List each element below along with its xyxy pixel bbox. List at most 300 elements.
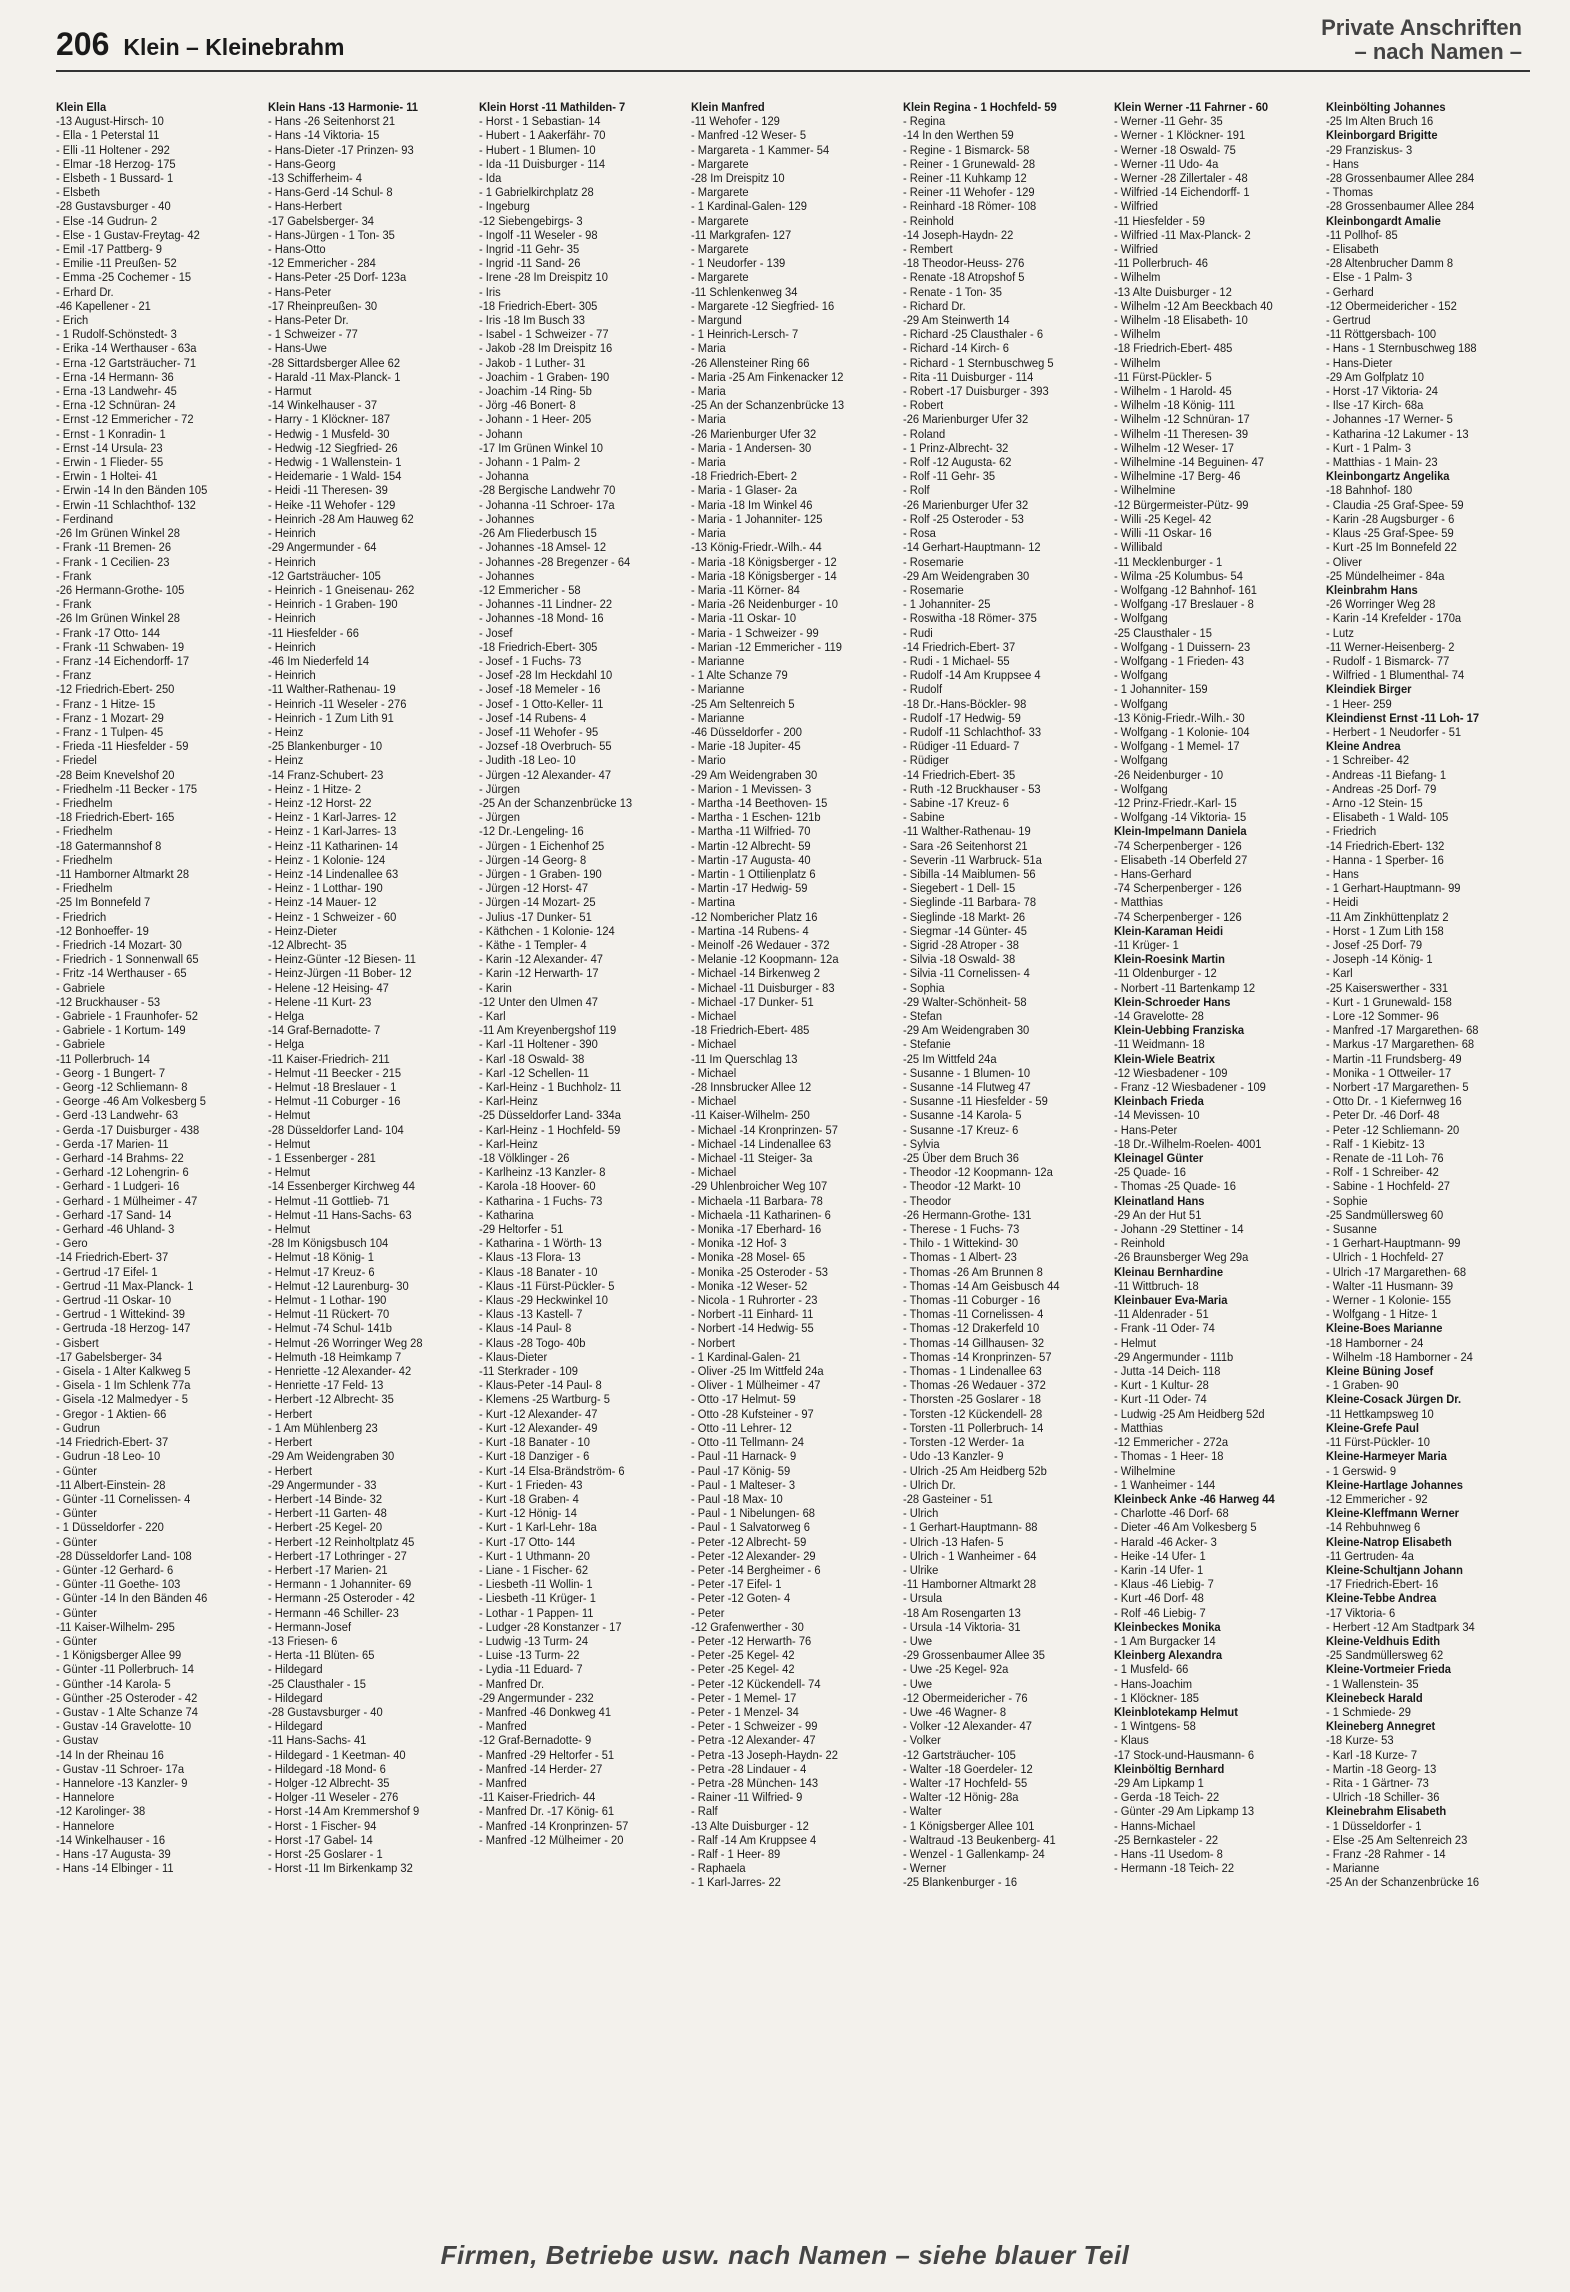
list-item: -29 Am Weidengraben 30 <box>267 1449 394 1464</box>
list-item: - Klaus -11 Fürst-Pückler- 5 <box>479 1278 615 1293</box>
list-item: - Matthias <box>1114 895 1164 910</box>
list-item: - 1 Johanniter- 159 <box>1114 682 1208 697</box>
list-item: - Martina -14 Rubens- 4 <box>690 923 809 938</box>
column-3 <box>479 100 659 2205</box>
list-item: - Elsbeth - 1 Bussard- 1 <box>56 171 174 186</box>
list-item: -11 Röttgersbach- 100 <box>1325 327 1437 342</box>
list-item: -12 Wiesbadener - 109 <box>1114 1065 1228 1080</box>
list-item: - Peter -12 Albrecht- 59 <box>690 1534 807 1549</box>
list-item: - Claudia -25 Graf-Spee- 59 <box>1325 497 1464 512</box>
list-item: -17 Gabelsberger- 34 <box>267 213 374 228</box>
list-item: - Elisabeth -14 Oberfeld 27 <box>1114 852 1248 867</box>
list-item: - Helmut -12 Laurenburg- 30 <box>267 1278 409 1293</box>
list-item: - Peter -12 Goten- 4 <box>690 1591 791 1606</box>
list-item: -11 Im Querschlag 13 <box>690 1051 798 1066</box>
list-item: - Heinz -14 Lindenallee 63 <box>267 866 398 881</box>
list-item: -12 Grafenwerther - 30 <box>690 1619 804 1634</box>
list-item: - Hildegard <box>267 1690 323 1705</box>
list-item: - Werner <box>902 1861 946 1876</box>
list-item: - Herbert <box>267 1435 312 1450</box>
list-item: - Joachim -14 Ring- 5b <box>479 384 593 399</box>
list-item: Kleineberg Annegret <box>1325 1719 1436 1734</box>
list-item: - Helmut -74 Schul- 141b <box>267 1321 392 1336</box>
list-item: -26 Hermann-Grothe- 105 <box>56 582 185 597</box>
list-item: - Erna -12 Schnüran- 24 <box>56 398 176 413</box>
list-item: - Gertruda -18 Herzog- 147 <box>56 1321 191 1336</box>
list-item: - Wilhelmine -14 Beguinen- 47 <box>1114 455 1265 470</box>
list-item: - Michael -11 Steiger- 3a <box>690 1151 813 1166</box>
list-item: - Wolfgang - 1 Frieden- 43 <box>1114 653 1245 668</box>
list-item: - Waltraud -13 Beukenberg- 41 <box>902 1832 1056 1847</box>
list-item: - Lutz <box>1325 625 1354 640</box>
list-item: - Manfred <box>479 1719 528 1734</box>
list-item: - Kurt - 1 Frieden- 43 <box>479 1477 583 1492</box>
list-item: - Hannelore -13 Kanzler- 9 <box>56 1775 188 1790</box>
list-item: - Wilfried -11 Max-Planck- 2 <box>1114 227 1252 242</box>
list-item: - Helmut <box>267 1136 310 1151</box>
list-item: - Wilhelm - 1 Harold- 45 <box>1114 384 1233 399</box>
list-item: - Georg -12 Schliemann- 8 <box>56 1080 188 1095</box>
list-item: - Michael <box>690 1065 737 1080</box>
list-item: - Klaus -29 Heckwinkel 10 <box>479 1293 609 1308</box>
list-item: - Uwe <box>902 1633 932 1648</box>
list-item: - Sabine <box>902 810 945 825</box>
list-item: - Martin - 1 Ottilienplatz 6 <box>690 866 816 881</box>
list-item: - Peter <box>690 1605 725 1620</box>
list-item: - 1 Heer- 259 <box>1325 696 1392 711</box>
list-item: - Jürgen -14 Georg- 8 <box>479 852 587 867</box>
list-item: - Günter <box>56 1534 97 1549</box>
list-item: - Maria <box>690 384 726 399</box>
list-item: - 1 Alte Schanze 79 <box>690 668 788 683</box>
list-item: - Hannelore <box>56 1790 115 1805</box>
list-item: -12 Karolinger- 38 <box>56 1804 146 1819</box>
list-item: - Günther -14 Karola- 5 <box>56 1676 171 1691</box>
list-item: -74 Scherpenberger - 126 <box>1114 838 1242 853</box>
list-item: - Thomas -11 Coburger - 16 <box>902 1293 1040 1308</box>
list-item: - Herta -11 Blüten- 65 <box>267 1648 375 1663</box>
list-item: - Kurt -18 Danziger - 6 <box>479 1449 590 1464</box>
list-item: - Gerhard -17 Sand- 14 <box>56 1207 172 1222</box>
list-item: - Heinz - 1 Kolonie- 124 <box>267 852 385 867</box>
list-item: - Margarete <box>690 213 749 228</box>
list-item: - Erika -14 Werthauser - 63a <box>56 341 197 356</box>
list-item: - Harald -46 Acker- 3 <box>1114 1534 1218 1549</box>
list-item: - Kurt -18 Graben- 4 <box>479 1491 580 1506</box>
list-item: - Hans-Peter <box>267 284 331 299</box>
list-item: - Rüdiger <box>902 753 949 768</box>
list-item: - Kurt -25 Im Bonnefeld 22 <box>1325 540 1457 555</box>
list-item: - Thomas -25 Quade- 16 <box>1114 1179 1237 1194</box>
section-title-line-1: Private Anschriften <box>1321 15 1522 40</box>
list-item: - Helmut -11 Rückert- 70 <box>267 1307 389 1322</box>
list-item: -26 Allensteiner Ring 66 <box>690 355 810 370</box>
list-item: - Helmut <box>267 1165 310 1180</box>
list-item: -26 Worringer Weg 28 <box>1325 597 1436 612</box>
list-item: - Heinrich <box>267 639 316 654</box>
list-item: -29 Angermunder - 64 <box>267 540 377 555</box>
list-item: -17 Gabelsberger- 34 <box>56 1349 163 1364</box>
list-item: -11 Schlenkenweg 34 <box>690 284 798 299</box>
list-item: -29 An der Hut 51 <box>1114 1207 1202 1222</box>
list-item: - Richard Dr. <box>902 298 966 313</box>
list-item: - Peter - 1 Schweizer - 99 <box>690 1719 818 1734</box>
list-item: - Else -25 Am Seltenreich 23 <box>1325 1832 1468 1847</box>
list-item: -13 Friesen- 6 <box>267 1633 338 1648</box>
list-item: - 1 Gerswid- 9 <box>1325 1463 1396 1478</box>
list-item: -11 Oldenburger - 12 <box>1114 966 1217 981</box>
list-item: - Franz -14 Eichendorff- 17 <box>56 653 190 668</box>
list-item: - Kurt -18 Banater - 10 <box>479 1435 591 1450</box>
list-item: - Ralf -14 Am Kruppsee 4 <box>690 1832 817 1847</box>
list-item: - Susanne -11 Hiesfelder - 59 <box>902 1094 1048 1109</box>
list-item: - Manfred -14 Herder- 27 <box>479 1761 603 1776</box>
list-item: - Gabriele <box>56 1037 105 1052</box>
list-item: Kleinbongartz Angelika <box>1325 469 1450 484</box>
list-item: - Richard -25 Clausthaler - 6 <box>902 327 1043 342</box>
list-item: -11 Hamborner Altmarkt 28 <box>902 1577 1036 1592</box>
list-item: - Hans-Gerd -14 Schul- 8 <box>267 185 393 200</box>
list-item: - Heinz <box>267 753 303 768</box>
list-item: - Reinhard -18 Römer- 108 <box>902 199 1036 214</box>
list-item: - Günter -14 In den Bänden 46 <box>56 1591 208 1606</box>
list-item: - Rolf <box>902 483 930 498</box>
list-item: - 1 Klöckner- 185 <box>1114 1690 1200 1705</box>
list-item: - Martha -11 Wilfried- 70 <box>690 824 811 839</box>
list-item: - Rudolf -17 Hedwig- 59 <box>902 710 1021 725</box>
list-item: - Gisbert <box>56 1335 99 1350</box>
list-item: -25 Blankenburger - 10 <box>267 739 382 754</box>
list-item: - Arno -12 Stein- 15 <box>1325 795 1423 810</box>
list-item: -18 Friedrich-Ebert- 485 <box>690 1023 810 1038</box>
list-item: - Hans <box>1325 866 1359 881</box>
list-item: - Ralf - 1 Kiebitz- 13 <box>1325 1136 1425 1151</box>
list-item: - Margarete <box>690 242 749 257</box>
list-item: - Heinrich -11 Weseler - 276 <box>267 696 407 711</box>
list-item: - 1 Rudolf-Schönstedt- 3 <box>56 327 177 342</box>
list-item: - Severin -11 Warbruck- 51a <box>902 852 1042 867</box>
list-item: - Herbert -14 Binde- 32 <box>267 1491 382 1506</box>
list-item: - Josef -25 Dorf- 79 <box>1325 937 1423 952</box>
list-item: - Ilse -17 Kirch- 68a <box>1325 398 1424 413</box>
list-item: -12 Bonhoeffer- 19 <box>56 923 149 938</box>
list-item: -28 Altenbrucher Damm 8 <box>1325 256 1454 271</box>
list-item: - Thomas -12 Drakerfeld 10 <box>902 1321 1039 1336</box>
list-item: - Elisabeth - 1 Wald- 105 <box>1325 810 1449 825</box>
list-item: -25 Über dem Bruch 36 <box>902 1151 1019 1166</box>
list-item: - Sylvia <box>902 1136 940 1151</box>
list-item: - Ludger -28 Konstanzer - 17 <box>479 1619 622 1634</box>
list-item: -11 Fürst-Pückler- 10 <box>1325 1435 1430 1450</box>
list-item: - Frank <box>56 597 92 612</box>
list-item: -12 Emmericher - 272a <box>1114 1435 1229 1450</box>
list-item: - Matthias <box>1114 1420 1164 1435</box>
list-item: - Theodor <box>902 1193 951 1208</box>
list-item: - Wilhelm -12 Schnüran- 17 <box>1114 412 1251 427</box>
list-item: -12 Dr.-Lengeling- 16 <box>479 824 585 839</box>
list-item: - Wolfgang <box>1114 668 1169 683</box>
list-item: - Kurt - 1 Grunewald- 158 <box>1325 994 1452 1009</box>
list-item: -28 Gustavsburger - 40 <box>56 199 171 214</box>
list-item: - Klaus -18 Banater - 10 <box>479 1264 598 1279</box>
list-item: - Helmut -11 Hans-Sachs- 63 <box>267 1207 412 1222</box>
list-item: - Roswitha -18 Römer- 375 <box>902 611 1037 626</box>
list-item: - Peter -12 Herwarth- 76 <box>690 1633 812 1648</box>
list-item: - Emil -17 Pattberg- 9 <box>56 242 162 257</box>
list-item: - Heinrich <box>267 611 316 626</box>
list-item: - Hans - 1 Sternbuschweg 188 <box>1325 341 1477 356</box>
list-item: - 1 Graben- 90 <box>1325 1378 1399 1393</box>
list-item: - Gregor - 1 Aktien- 66 <box>56 1406 167 1421</box>
list-item: - 1 Schreiber- 42 <box>1325 753 1410 768</box>
list-item: -29 Uhlenbroicher Weg 107 <box>690 1179 828 1194</box>
list-item: - Hans-Uwe <box>267 341 327 356</box>
list-item: - Elmar -18 Herzog- 175 <box>56 156 176 171</box>
list-item: - Martin -17 Augusta- 40 <box>690 852 811 867</box>
list-item: - Klaus -14 Paul- 8 <box>479 1321 572 1336</box>
list-item: - Rita - 1 Gärtner- 73 <box>1325 1775 1429 1790</box>
list-item: - Regina <box>902 114 945 129</box>
list-item: - Wilhelm -18 Elisabeth- 10 <box>1114 313 1249 328</box>
list-item: -29 Heltorfer - 51 <box>479 1222 564 1237</box>
list-item: - Sabine - 1 Hochfeld- 27 <box>1325 1179 1450 1194</box>
list-item: -14 Mevissen- 10 <box>1114 1108 1200 1123</box>
list-item: - Ulrich - 1 Wanheimer - 64 <box>902 1548 1037 1563</box>
list-item: - Werner - 1 Kolonie- 155 <box>1325 1293 1451 1308</box>
list-item: - Wilhelm <box>1114 327 1161 342</box>
list-item: -11 Kaiser-Wilhelm- 295 <box>56 1619 175 1634</box>
list-item: -11 Am Kreyenbergshof 119 <box>479 1023 617 1038</box>
list-item: - Norbert -11 Einhard- 11 <box>690 1307 814 1322</box>
list-item: Klein Werner -11 Fahrner - 60 <box>1114 100 1269 114</box>
list-item: - Heike -14 Ufer- 1 <box>1114 1548 1207 1563</box>
list-item: - Lydia -11 Eduard- 7 <box>479 1662 583 1677</box>
list-item: - Maria -18 Im Winkel 46 <box>690 497 813 512</box>
list-item: - Wilhelmine <box>1114 483 1176 498</box>
list-item: - Wilhelm -12 Weser- 17 <box>1114 440 1235 455</box>
list-item: - 1 Düsseldorfer - 1 <box>1325 1818 1422 1833</box>
list-item: - Frank -11 Oder- 74 <box>1114 1321 1216 1336</box>
list-item: - Hans-Peter Dr. <box>267 313 349 328</box>
list-item: - Manfred <box>479 1775 528 1790</box>
list-item: - Jürgen -12 Horst- 47 <box>479 881 589 896</box>
list-item: -12 Graf-Bernadotte- 9 <box>479 1733 592 1748</box>
list-item: - Sabine -17 Kreuz- 6 <box>902 795 1009 810</box>
list-item: -13 König-Friedr.-Wilh.- 44 <box>690 540 822 555</box>
list-item: -12 Unter den Ulmen 47 <box>479 994 599 1009</box>
list-item: - Maria <box>690 526 726 541</box>
column-1 <box>56 100 236 2205</box>
list-item: - Erna -12 Gartsträucher- 71 <box>56 355 197 370</box>
list-item: - Stefan <box>902 1009 942 1023</box>
list-item: - Heidemarie - 1 Wald- 154 <box>267 469 402 484</box>
list-item: -18 Kurze- 53 <box>1325 1733 1394 1748</box>
list-item: - Manfred -29 Heltorfer - 51 <box>479 1747 615 1762</box>
list-item: -11 Hamborner Altmarkt 28 <box>56 866 190 881</box>
list-item: - Erich <box>56 313 89 328</box>
list-item: - Horst - 1 Zum Lith 158 <box>1325 923 1444 938</box>
list-item: Kleinbauer Eva-Maria <box>1114 1293 1228 1308</box>
list-item: - Günter -11 Pollerbruch- 14 <box>56 1662 195 1677</box>
list-item: -25 Düsseldorfer Land- 334a <box>479 1108 622 1123</box>
list-item: Klein Regina - 1 Hochfeld- 59 <box>902 100 1057 114</box>
list-item: - Gertrud -17 Eifel- 1 <box>56 1264 158 1279</box>
list-item: - Friedhelm <box>56 852 113 867</box>
list-item: - Wolfgang - 1 Kolonie- 104 <box>1114 724 1250 739</box>
list-item: - Petra -28 München- 143 <box>690 1775 819 1790</box>
list-item: - Helmut -11 Gottlieb- 71 <box>267 1193 389 1208</box>
list-item: - Else - 1 Palm- 3 <box>1325 270 1413 285</box>
list-item: -18 Friedrich-Ebert- 305 <box>479 298 598 313</box>
list-item: - Norbert -14 Hedwig- 55 <box>690 1321 814 1336</box>
list-item: - Heinrich <box>267 526 316 541</box>
list-item: -25 Am Seltenreich 5 <box>690 696 795 711</box>
list-item: - Kurt -46 Dorf- 48 <box>1114 1591 1205 1606</box>
list-item: - Wolfgang - 1 Duissern- 23 <box>1114 639 1251 654</box>
list-item: - Reiner -11 Wehofer - 129 <box>902 185 1035 200</box>
list-item: - Gerda -17 Duisburger - 438 <box>56 1122 200 1137</box>
list-item: - Frank -11 Schwaben- 19 <box>56 639 185 654</box>
list-item: - Hedwig - 1 Musfeld- 30 <box>267 426 390 441</box>
list-item: - Sieglinde -18 Markt- 26 <box>902 909 1025 924</box>
list-item: Kleinborgard Brigitte <box>1325 128 1438 143</box>
list-item: - Wilhelmine -17 Berg- 46 <box>1114 469 1241 484</box>
list-item: - Karin -28 Augsburger - 6 <box>1325 511 1455 526</box>
list-item: - Klaus-Dieter <box>479 1349 548 1364</box>
list-item: Kleinatland Hans <box>1114 1193 1205 1208</box>
list-item: - Ernst -14 Ursula- 23 <box>56 440 163 455</box>
list-item: -11 Krüger- 1 <box>1114 937 1180 952</box>
list-item: - Walter <box>902 1804 942 1819</box>
list-item: - Reinhold <box>1114 1236 1166 1251</box>
list-item: -28 Düsseldorfer Land- 108 <box>56 1548 192 1563</box>
list-item: - Helmut - 1 Lothar- 190 <box>267 1293 387 1308</box>
list-item: - Gerhard - 1 Ludgeri- 16 <box>56 1179 180 1194</box>
list-item: -11 Fürst-Pückler- 5 <box>1114 369 1212 384</box>
list-item: - Kurt - 1 Palm- 3 <box>1325 440 1411 455</box>
list-item: - Wilfried - 1 Blumenthal- 74 <box>1325 668 1465 683</box>
list-item: - Horst -25 Goslarer - 1 <box>267 1846 383 1861</box>
list-item: - Andreas -25 Dorf- 79 <box>1325 781 1437 796</box>
list-item: -25 Sandmüllersweg 60 <box>1325 1207 1444 1222</box>
list-item: - Helene -11 Kurt- 23 <box>267 994 371 1009</box>
list-item: - Maria <box>690 412 726 427</box>
list-item: - Karl <box>479 1009 506 1023</box>
list-item: -25 Blankenburger - 16 <box>902 1875 1017 1890</box>
list-item: - Ingrid -11 Sand- 26 <box>479 256 581 271</box>
column-5 <box>903 100 1083 2205</box>
list-item: - Gisela -12 Malmedyer - 5 <box>56 1392 189 1407</box>
list-item: - Werner -28 Zillertaler - 48 <box>1114 171 1248 186</box>
list-item: - Wilhelmine <box>1114 1463 1176 1478</box>
list-item: - Willi -11 Oskar- 16 <box>1114 526 1212 541</box>
list-item: - Josef <box>479 625 513 640</box>
section-title-line-2: – nach Namen – <box>1354 39 1522 64</box>
list-item: - Thomas -14 Am Geisbusch 44 <box>902 1278 1060 1293</box>
list-item: - Rudolf -14 Am Kruppsee 4 <box>902 668 1041 683</box>
list-item: Kleine-Grefe Paul <box>1325 1420 1419 1435</box>
list-item: Kleine-Hartlage Johannes <box>1325 1477 1463 1492</box>
list-item: - Torsten -11 Pollerbruch- 14 <box>902 1420 1043 1435</box>
list-item: - Maria - 1 Schweizer - 99 <box>690 625 819 640</box>
list-item: - Michael -14 Kronprinzen- 57 <box>690 1122 838 1137</box>
list-item: - Friedhelm <box>56 881 113 896</box>
list-item: - Harmut <box>267 384 312 399</box>
list-item: -14 Friedrich-Ebert- 37 <box>902 639 1015 654</box>
list-item: - 1 Gerhart-Hauptmann- 88 <box>902 1520 1038 1535</box>
column-7 <box>1326 100 1506 2205</box>
list-item: - Klemens -25 Wartburg- 5 <box>479 1392 611 1407</box>
list-item: - 1 Wanheimer - 144 <box>1114 1477 1216 1492</box>
list-item: -14 Friedrich-Ebert- 35 <box>902 767 1015 782</box>
list-item: - Wilhelm -18 König- 111 <box>1114 398 1236 413</box>
list-item: - Erna -14 Hermann- 36 <box>56 369 174 384</box>
list-item: - Peter -12 Alexander- 29 <box>690 1548 816 1563</box>
list-item: - Ludwig -13 Turm- 24 <box>479 1633 589 1648</box>
list-item: - Ulrich Dr. <box>902 1477 956 1492</box>
list-item: - Heinz -11 Katharinen- 14 <box>267 838 398 853</box>
list-item: - Petra -12 Alexander- 47 <box>690 1733 816 1748</box>
list-item: - 1 Prinz-Albrecht- 32 <box>902 440 1008 455</box>
list-item: - Silvia -11 Cornelissen- 4 <box>902 966 1030 981</box>
list-item: -14 Friedrich-Ebert- 132 <box>1325 838 1445 853</box>
list-item: - Robert <box>902 398 943 413</box>
list-item: -11 Pollhof- 85 <box>1325 227 1398 242</box>
list-item: - Hedwig -12 Siegfried- 26 <box>267 440 398 455</box>
list-item: Kleine Andrea <box>1325 739 1401 754</box>
list-item: -28 Grossenbaumer Allee 284 <box>1325 171 1475 186</box>
list-item: -14 In den Werthen 59 <box>902 128 1014 143</box>
list-item: - Monika -12 Weser- 52 <box>690 1278 808 1293</box>
list-item: - Wilhelm -12 Am Beeckbach 40 <box>1114 298 1273 313</box>
list-item: -14 Winkelhauser - 16 <box>56 1832 166 1847</box>
list-item: - Johannes -17 Werner- 5 <box>1325 412 1453 427</box>
list-item: - Friedel <box>56 753 97 768</box>
list-item: - Wilhelm -11 Theresen- 39 <box>1114 426 1249 441</box>
list-item: - Gudrun -18 Leo- 10 <box>56 1449 161 1464</box>
list-item: -28 Gustavsburger - 40 <box>267 1704 383 1719</box>
list-item: - Heidi <box>1325 895 1359 910</box>
list-item: -25 Clausthaler - 15 <box>267 1676 366 1691</box>
list-item: - 1 Heinrich-Lersch- 7 <box>690 327 799 342</box>
list-item: -11 Walther-Rathenau- 19 <box>267 682 396 697</box>
list-item: -17 Rheinpreußen- 30 <box>267 298 377 313</box>
list-item: -12 Bürgermeister-Pütz- 99 <box>1114 497 1249 512</box>
list-item: - Peter - 1 Memel- 17 <box>690 1690 797 1705</box>
list-item: - Hubert - 1 Blumen- 10 <box>479 142 596 157</box>
list-item: - Otto -17 Helmut- 59 <box>690 1392 796 1407</box>
list-item: - Gerda -17 Marien- 11 <box>56 1136 169 1151</box>
list-item: - Karl -12 Schellen- 11 <box>479 1065 590 1080</box>
list-item: - Wolfgang -12 Bahnhof- 161 <box>1114 582 1258 597</box>
list-item: - Klaus-Peter -14 Paul- 8 <box>479 1378 603 1393</box>
list-item: -17 Stock-und-Hausmann- 6 <box>1114 1747 1255 1762</box>
list-item: - Peter -25 Kegel- 42 <box>690 1662 795 1677</box>
list-item: - 1 Essenberger - 281 <box>267 1151 376 1166</box>
list-item: - Gabriele <box>56 980 105 995</box>
list-item: - Werner -18 Oswald- 75 <box>1114 142 1237 157</box>
list-item: - Peter -25 Kegel- 42 <box>690 1648 795 1663</box>
list-item: - Holger -11 Weseler - 276 <box>267 1790 399 1805</box>
list-item: - Siegmar -14 Günter- 45 <box>902 923 1027 938</box>
list-item: - Heinz-Günter -12 Biesen- 11 <box>267 952 416 967</box>
list-item: - Heinz - 1 Karl-Jarres- 13 <box>267 824 396 839</box>
list-item: - Johanna -11 Schroer- 17a <box>479 497 615 512</box>
list-item: - Willibald <box>1114 540 1163 555</box>
list-item: -11 Kaiser-Friedrich- 44 <box>479 1790 596 1805</box>
list-item: -28 Grossenbaumer Allee 284 <box>1325 199 1475 214</box>
list-item: - Susanne <box>1325 1222 1377 1237</box>
